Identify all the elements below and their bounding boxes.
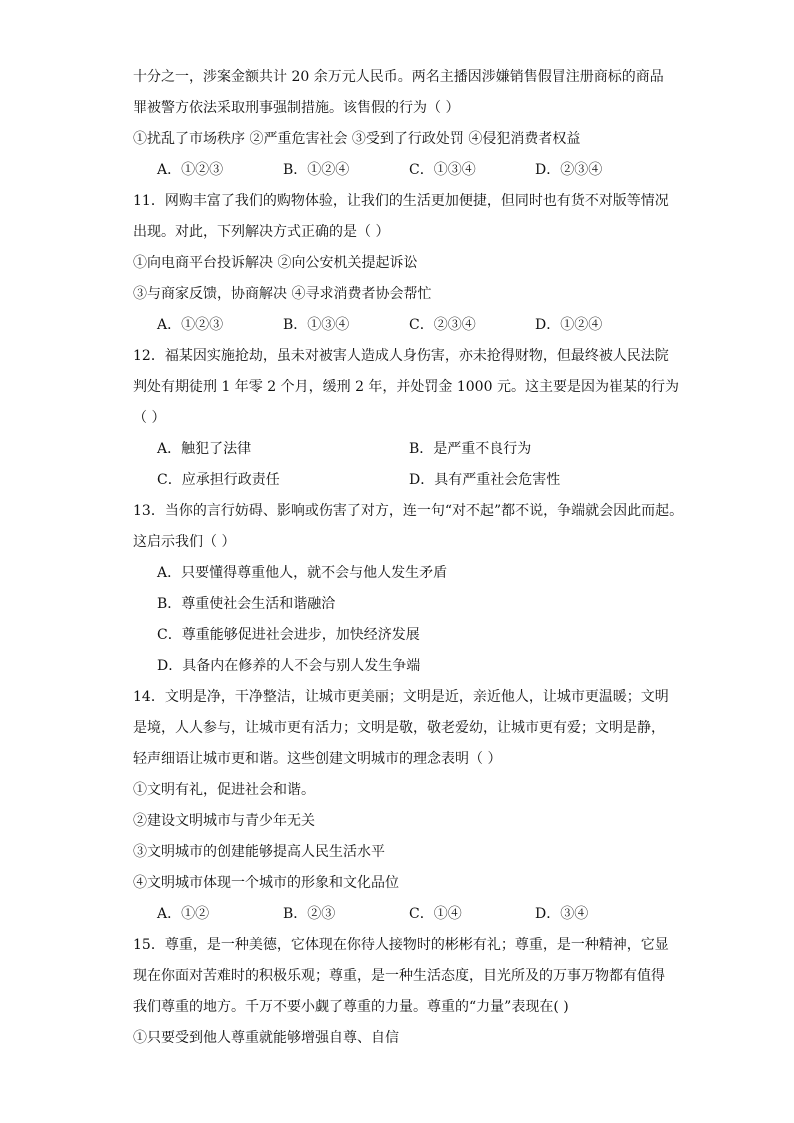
q10-line2: 罪被警方依法采取刑事强制措施。该售假的行为（ ） bbox=[133, 100, 460, 116]
q13-option-d: D．具备内在修养的人不会与别人发生争端 bbox=[157, 658, 421, 674]
q11-statement1: ①向电商平台投诉解决 ②向公安机关提起诉讼 bbox=[133, 255, 418, 271]
q10-option-a: A．①②③ bbox=[157, 162, 224, 178]
q11-option-d: D．①②④ bbox=[535, 317, 603, 333]
q12-line3: （ ） bbox=[133, 410, 166, 426]
q12-options-row1 bbox=[133, 434, 663, 465]
q15-line2: 现在你面对苦难时的积极乐观；尊重，是一种生活态度，目光所及的万事万物都有值得 bbox=[133, 968, 665, 984]
q12-options-row2 bbox=[133, 465, 663, 496]
q14-statement-4: ④文明城市体现一个城市的形象和文化品位 bbox=[133, 875, 399, 891]
q14-option-c: C．①④ bbox=[409, 906, 462, 922]
q15-line1: 15．尊重，是一种美德，它体现在你待人接物时的彬彬有礼；尊重，是一种精神，它显 bbox=[133, 937, 669, 953]
q14-line2: 是境，人人参与，让城市更有活力；文明是敬，敬老爱幼，让城市更有爱；文明是静， bbox=[133, 720, 665, 736]
q13-line2: 这启示我们（ ） bbox=[133, 534, 236, 550]
q10-statements: ①扰乱了市场秩序 ②严重危害社会 ③受到了行政处罚 ④侵犯消费者权益 bbox=[133, 131, 581, 147]
q14-option-a: A．①② bbox=[157, 906, 210, 922]
q11-line1: 11．网购丰富了我们的购物体验，让我们的生活更加便捷，但同时也有货不对版等情况 bbox=[133, 193, 669, 209]
q13-option-c: C．尊重能够促进社会进步，加快经济发展 bbox=[157, 627, 420, 643]
q12-line1: 12．福某因实施抢劫，虽未对被害人造成人身伤害，亦未抢得财物，但最终被人民法院 bbox=[133, 348, 669, 364]
q12-option-b: B．是严重不良行为 bbox=[409, 441, 532, 457]
q15-statement-1: ①只要受到他人尊重就能够增强自尊、自信 bbox=[133, 1030, 399, 1046]
q13-option-a: A．只要懂得尊重他人，就不会与他人发生矛盾 bbox=[157, 565, 448, 581]
q11-option-a: A．①②③ bbox=[157, 317, 224, 333]
q12-option-c: C．应承担行政责任 bbox=[157, 472, 280, 488]
q14-options bbox=[133, 899, 663, 930]
q15-line3: 我们尊重的地方。千万不要小觑了尊重的力量。尊重的“力量”表现在( ) bbox=[133, 999, 569, 1015]
q14-option-b: B．②③ bbox=[283, 906, 336, 922]
q11-option-c: C．②③④ bbox=[409, 317, 476, 333]
q14-line1: 14．文明是净，干净整洁，让城市更美丽；文明是近，亲近他人，让城市更温暖；文明 bbox=[133, 689, 669, 705]
q14-statement-3: ③文明城市的创建能够提高人民生活水平 bbox=[133, 844, 385, 860]
q14-option-d: D．③④ bbox=[535, 906, 589, 922]
q10-option-d: D．②③④ bbox=[535, 162, 603, 178]
q12-line2: 判处有期徒刑 1 年零 2 个月，缓刑 2 年，并处罚金 1000 元。这主要是因为崔某的行为 bbox=[133, 379, 679, 395]
q14-statement-1: ①文明有礼，促进社会和谐。 bbox=[133, 782, 315, 798]
q14-statement-2: ②建设文明城市与青少年无关 bbox=[133, 813, 315, 829]
q10-option-b: B．①②④ bbox=[283, 162, 350, 178]
q14-line3: 轻声细语让城市更和谐。这些创建文明城市的理念表明（ ） bbox=[133, 751, 502, 767]
q10-options bbox=[133, 155, 663, 186]
q10-line1: 十分之一，涉案金额共计 20 余万元人民币。两名主播因涉嫌销售假冒注册商标的商品 bbox=[133, 69, 664, 85]
q12-option-a: A．触犯了法律 bbox=[157, 441, 252, 457]
exam-page bbox=[133, 62, 684, 1054]
q10-option-c: C．①③④ bbox=[409, 162, 476, 178]
q11-line2: 出现。对此，下列解决方式正确的是（ ） bbox=[133, 224, 390, 240]
q11-statement2: ③与商家反馈，协商解决 ④寻求消费者协会帮忙 bbox=[133, 286, 432, 302]
q11-option-b: B．①③④ bbox=[283, 317, 350, 333]
q13-option-b: B．尊重使社会生活和谐融洽 bbox=[157, 596, 336, 612]
q11-options bbox=[133, 310, 663, 341]
q12-option-d: D．具有严重社会危害性 bbox=[409, 472, 561, 488]
q13-line1: 13．当你的言行妨碍、影响或伤害了对方，连一句“对不起”都不说，争端就会因此而起。 bbox=[133, 503, 684, 519]
